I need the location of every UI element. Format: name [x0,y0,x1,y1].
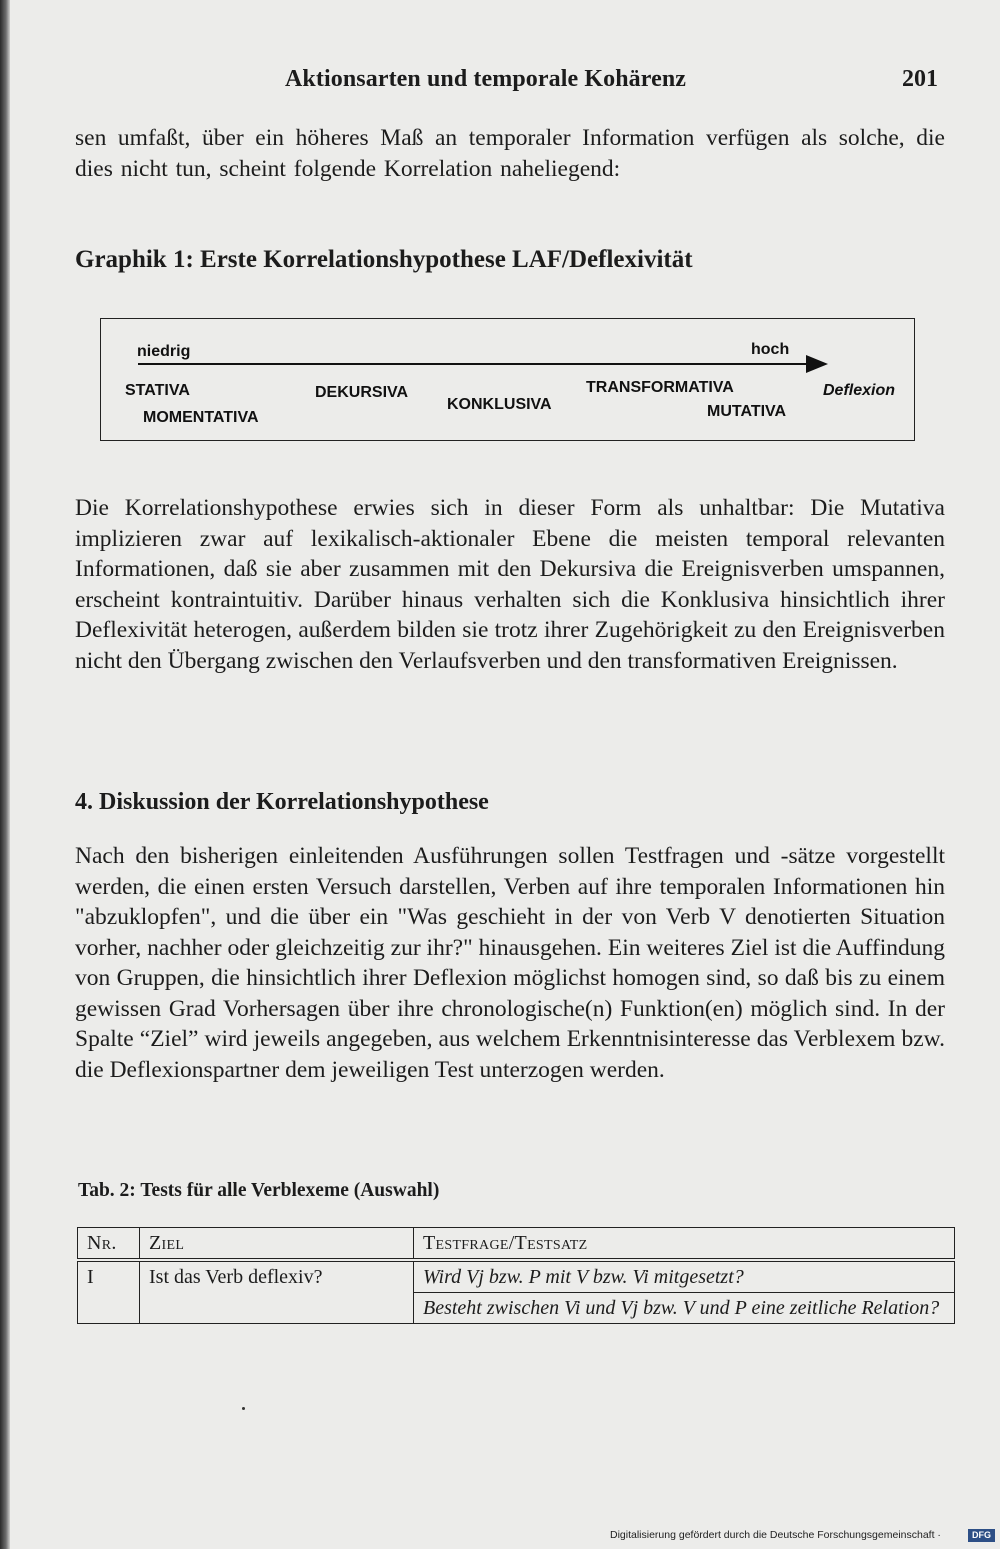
cell-ziel: Ist das Verb deflexiv? [140,1260,414,1324]
label-dekursiva: DEKURSIVA [315,384,409,401]
section-title: 4. Diskussion der Korrelationshypothese [75,789,489,815]
header-ziel: Ziel [140,1228,414,1261]
paragraph-hypothesis: Die Korrelationshypothese erwies sich in dieser Form als unhaltbar: Die Mutativa implizieren zwar auf lexikalisch-aktionaler Ebene die meisten temporal relevanten Informationen, daß sie aber zusammen mit den Dekursiva die Ereignisverben umspannen, erscheint kontraintuitiv. Darüber hinaus verhalten sich die Konklusiva hinsichtlich ihrer Deflexivität heterogen, außerdem bilden sie trotz ihrer Zugehörigkeit zu den Ereignisverben nicht den Übergang zwischen den Verlaufsverben und den transformativen Ereignissen. [75,495,945,674]
dfg-logo: DFG [968,1529,995,1542]
label-deflexion: Deflexion [823,382,896,399]
table-row [78,1260,955,1293]
book-spine-shadow [0,0,10,1549]
label-stativa: STATIVA [125,382,190,399]
axis-low-label: niedrig [137,343,191,360]
page-number: 201 [902,66,938,92]
correlation-figure [100,318,915,441]
tests-table [77,1227,955,1324]
cell-nr: I [78,1260,140,1324]
header-testfrage: Testfrage/Testsatz [414,1228,955,1261]
axis-high-label: hoch [751,341,790,358]
graph-title: Graphik 1: Erste Korrelationshypothese LAF/Deflexivität [75,246,693,273]
table-header-row [78,1228,955,1261]
label-konklusiva: KONKLUSIVA [447,396,552,413]
digitization-footer: Digitalisierung gefördert durch die Deutsche Forschungsgemeinschaft · [610,1529,941,1541]
label-momentativa: MOMENTATIVA [143,409,259,426]
paragraph-discussion: Nach den bisherigen einleitenden Ausführungen sollen Testfragen und -sätze vorgestellt werden, die einen ersten Versuch darstellen, Verben auf ihre temporalen Informationen hin "abzuklopfen", und die über ein "Was geschieht in der von Verb V denotierten Situation vorher, nachher oder gleichzeitig zur ihr?" hinausgehen. Ein weiteres Ziel ist die Auffindung von Gruppen, die hinsichtlich ihrer Deflexion möglichst homogen sind, so daß bis zu einem gewissen Grad Vorhersagen über ihre chronologische(n) Funktion(en) möglich sind. In der Spalte “Ziel” wird jeweils angegeben, aus welchem Erkenntnisinteresse das Verblexem bzw. die Deflexionspartner dem jeweiligen Test unterzogen werden. [75,843,945,1083]
running-head: Aktionsarten und temporale Kohärenz [285,66,687,92]
cell-question-2: Besteht zwischen Vi und Vj bzw. V und P eine zeitliche Relation? [414,1293,955,1324]
header-nr: Nr. [78,1228,140,1261]
table-caption: Tab. 2: Tests für alle Verblexeme (Auswahl) [78,1180,440,1201]
intro-paragraph: sen umfaßt, über ein höheres Maß an temporaler Information verfügen als solche, die dies nicht tun, scheint folgende Korrelation naheliegend: [75,125,945,182]
speck-mark [242,1407,245,1410]
label-transformativa: TRANSFORMATIVA [586,379,734,396]
cell-question-1: Wird Vj bzw. P mit V bzw. Vi mitgesetzt? [414,1260,955,1293]
label-mutativa: MUTATIVA [707,403,787,420]
arrow-head-icon [806,355,828,373]
axis-line [138,363,808,365]
